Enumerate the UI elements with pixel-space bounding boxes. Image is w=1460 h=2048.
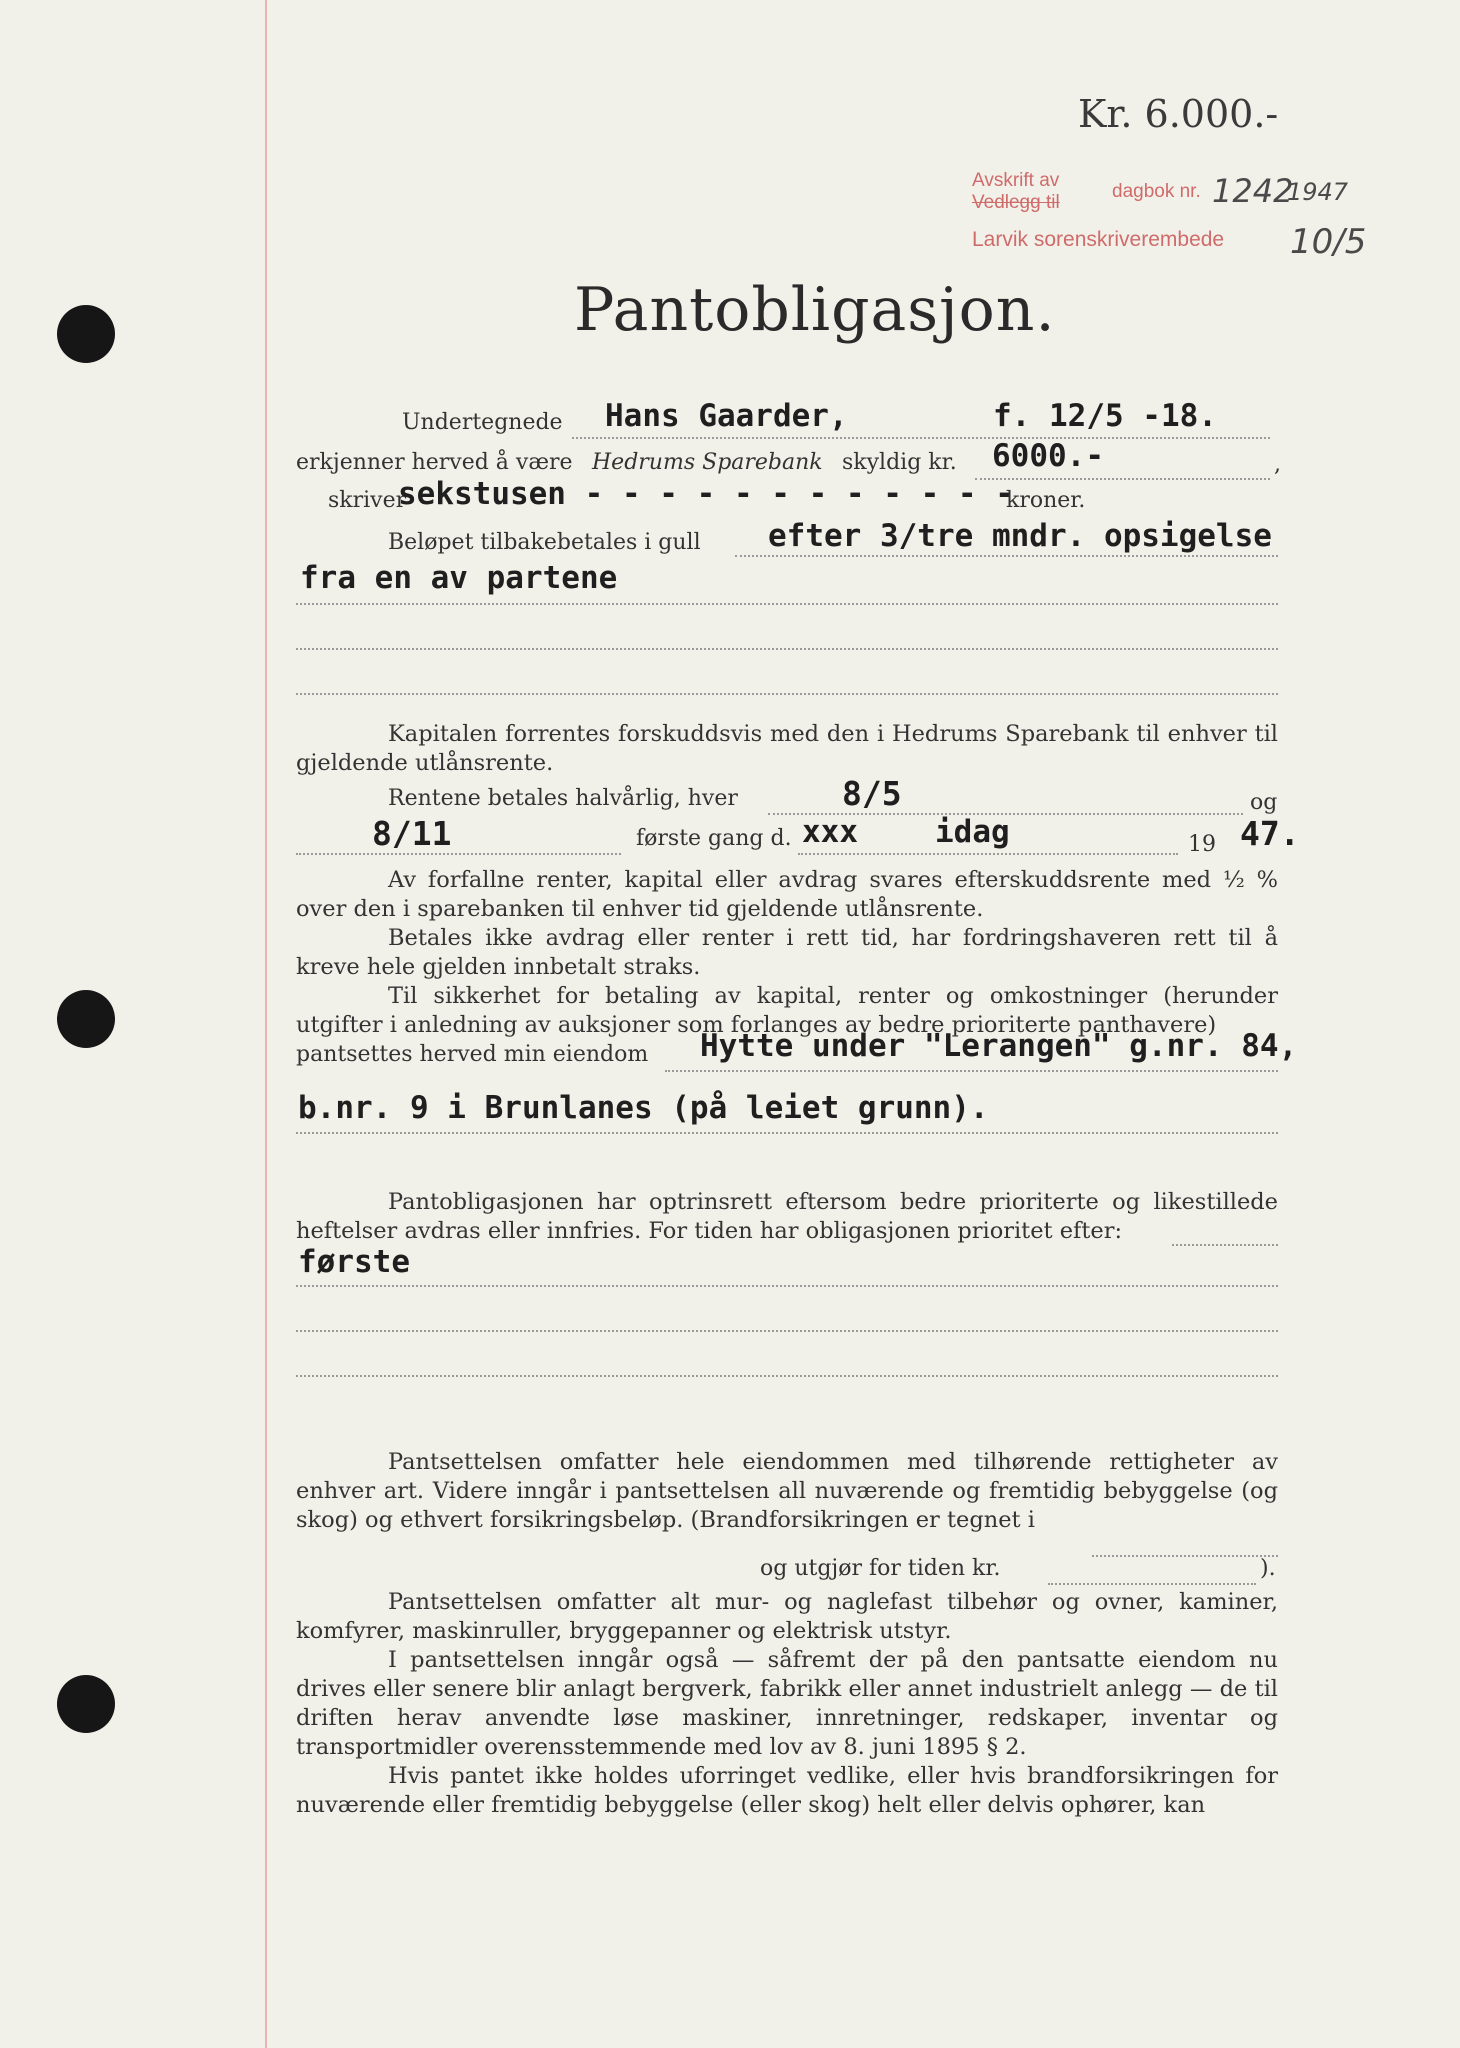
amount-header: Kr. 6.000.- [1078,92,1279,136]
rentene-label: Rentene betales halvårlig, hver [388,786,738,811]
nineteen-label: 19 [1188,832,1216,857]
dotted-line [1048,1583,1256,1585]
dotted-line [975,478,1270,480]
priority-value: første [298,1244,410,1280]
dotted-line [296,1132,1278,1134]
dotted-line [735,555,1278,557]
punch-hole [57,1675,115,1733]
interest-date2: 8/11 [372,814,452,853]
dotted-line [296,693,1278,695]
stamp-dagbok-label: dagbok nr. [1112,181,1201,202]
debtor-birth: f. 12/5 -18. [993,398,1217,434]
coverage-tail-a: og utgjør for tiden kr. [760,1556,1001,1581]
dotted-line [296,648,1278,650]
debt-text-a: erkjenner herved å være [296,450,573,475]
pantsettes-label: pantsettes herved min eiendom [296,1042,649,1067]
dotted-line [296,1285,1278,1287]
property-line2: b.nr. 9 i Brunlanes (på leiet grunn). [298,1090,989,1126]
dotted-line [572,437,1270,439]
undertegnede-label: Undertegnede [402,410,563,435]
debt-comma: , [1274,452,1281,477]
interest-paragraph: Kapitalen forrentes forskuddsvis med den i Hedrums Sparebank til enhver til gjeldende utlånsrente. [296,721,1278,776]
punch-hole [57,305,115,363]
coverage-paragraph1: Pantsettelsen omfatter hele eiendommen med tilhørende rettigheter av enhver art. Videre inngår i pantsettelsen all nuværende og fremtidig bebyggelse (og skog) og ethvert forsikringsbeløp. (Brandforsikringen er tegnet i [296,1449,1278,1533]
dotted-line [296,1330,1278,1332]
coverage-paragraph2: Pantsettelsen omfatter alt mur- og naglefast tilbehør og ovner, kaminer, komfyrer, maskinruller, bryggepanner og elektrisk utstyr. [296,1589,1278,1644]
bank-name: Hedrums Sparebank [592,450,823,475]
priority-paragraph: Pantobligasjonen har optrinsrett eftersom bedre prioriterte og likestillede heftelser avdras eller innfries. For tiden har obligasjonen prioritet efter: [296,1189,1278,1244]
stamp-line2: Vedlegg til [972,192,1060,213]
kroner-label: kroner. [1006,488,1086,513]
betales-paragraph: Betales ikke avdrag eller renter i rett tid, har fordringshaveren rett til å kreve hele gjelden innbetalt straks. [296,925,1278,980]
margin-rule [265,0,267,2048]
property-line1: Hytte under "Lerangen" g.nr. 84, [700,1028,1298,1064]
dotted-line [665,1070,1278,1072]
stamp-year: 1947 [1287,178,1349,206]
dotted-line [296,603,1278,605]
dagbok-number: 1242 [1212,172,1294,210]
dotted-line [296,853,621,855]
stamp-line1: Avskrift av [972,170,1060,191]
dotted-line [798,853,1178,855]
repayment-line1: efter 3/tre mndr. opsigelse [768,518,1272,554]
debt-amount: 6000.- [992,438,1104,474]
forfallne-paragraph: Av forfallne renter, kapital eller avdrag svares efterskuddsrente med ½ % over den i sparebanken til enhver tid gjeldende utlånsrente. [296,867,1278,922]
forste-gang-label: første gang d. [636,826,792,851]
coverage-paragraph4: Hvis pantet ikke holdes uforringet vedlike, eller hvis brandforsikringen for nuværende eller fremtidig bebyggelse (eller skog) helt eller delvis ophører, kan [296,1763,1278,1818]
debt-text-b: skyldig kr. [842,450,957,475]
coverage-tail-b: ). [1260,1556,1276,1581]
debtor-name: Hans Gaarder, [605,398,848,434]
sikkerhet-paragraph: Til sikkerhet for betaling av kapital, renter og omkostninger (herunder utgifter i anledning av auksjoner som forlanges av bedre prioriterte panthavere) [296,983,1278,1038]
repayment-label: Beløpet tilbakebetales i gull [388,530,701,555]
skriver-label: skriver [328,488,407,513]
struck-xxx: xxx [802,814,858,850]
dotted-line [1092,1555,1278,1557]
page-title: Pantobligasjon. [574,275,1056,345]
punch-hole [57,990,115,1048]
amount-words: sekstusen - - - - - - - - - - - - [398,476,1014,512]
interest-idag: idag [935,814,1010,850]
stamp-date: 10/5 [1290,222,1367,262]
dotted-line [296,1375,1278,1377]
interest-year: 47. [1240,814,1300,853]
stamp-office: Larvik sorenskriverembede [972,228,1225,251]
coverage-paragraph3: I pantsettelsen inngår også — såfremt der på den pantsatte eiendom nu drives eller senere blir anlagt bergverk, fabrikk eller annet industrielt anlegg — de til driften herav anvendte løse maskiner, innretninger, redskaper, inventar og transportmidler overensstemmende med lov av 8. juni 1895 § 2. [296,1647,1278,1760]
dotted-line [1172,1244,1278,1246]
interest-date1: 8/5 [842,774,902,813]
og-label: og [1250,790,1278,815]
repayment-line2: fra en av partene [300,560,618,596]
